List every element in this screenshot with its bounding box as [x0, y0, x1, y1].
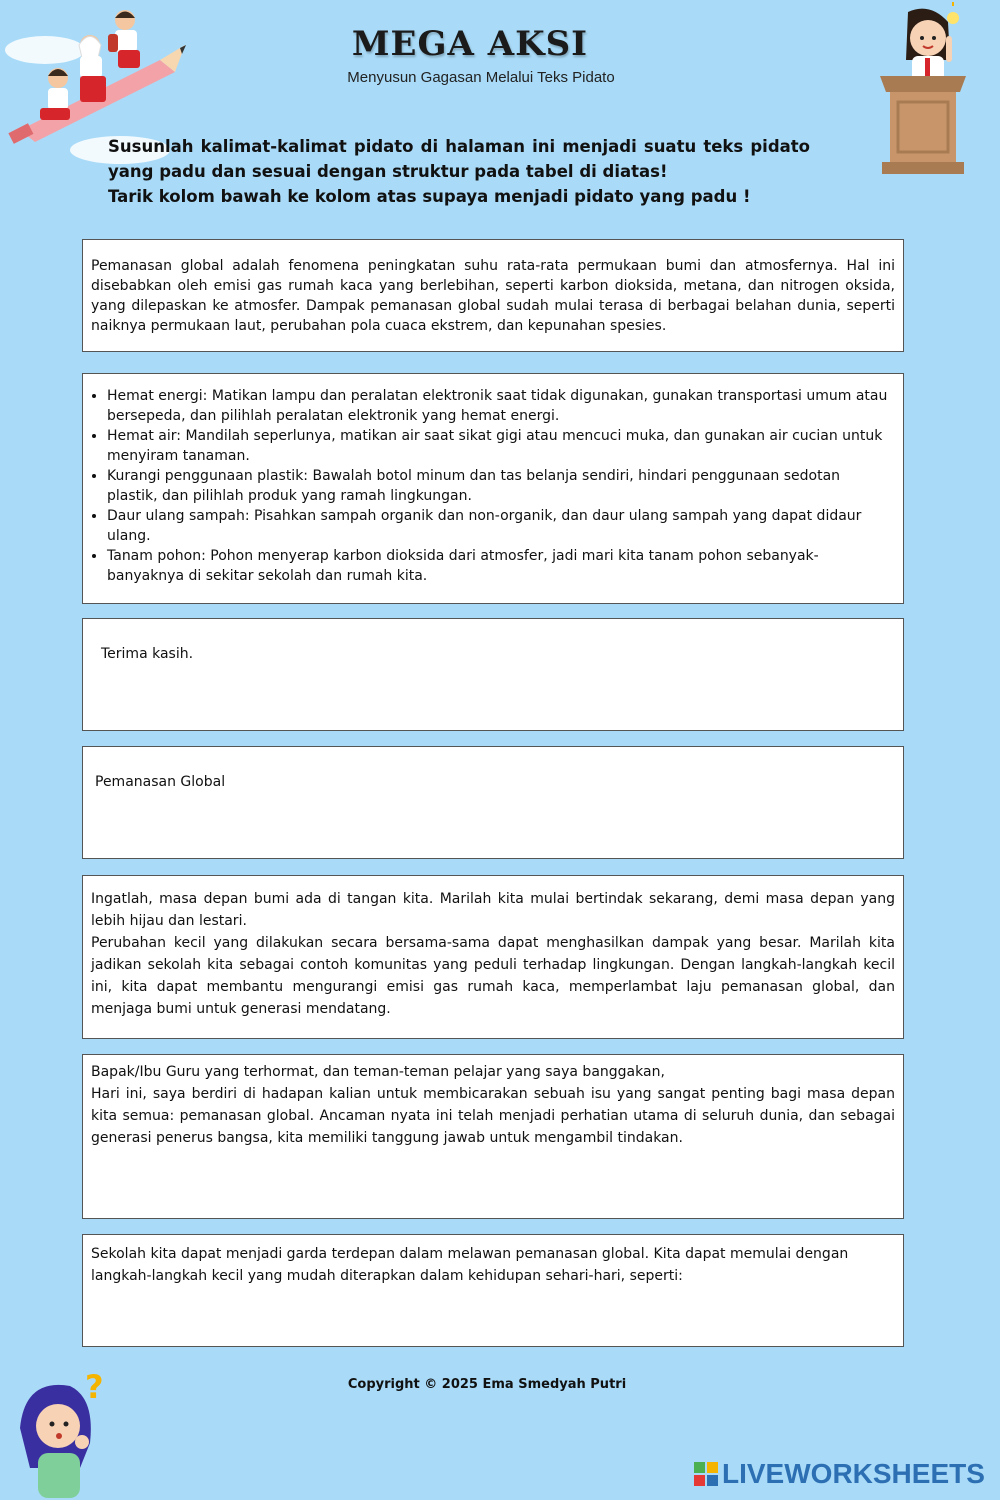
card-paragraph: Ingatlah, masa depan bumi ada di tangan kita. Marilah kita mulai bertindak sekarang, demi masa depan yang lebih hijau dan lestari. [91, 891, 895, 929]
actions-list [91, 386, 895, 586]
speech-card-transition[interactable] [82, 1234, 904, 1347]
card-paragraph: Hari ini, saya berdiri di hadapan kalian untuk membicarakan sebuah isu yang sangat penting bagi masa depan kita semua: pemanasan global. Ancaman nyata ini telah menjadi perhatian utama di seluruh dunia, dan sebagai generasi penerus bangsa, kita memiliki tanggung jawab untuk mengambil tindakan. [91, 1086, 895, 1146]
list-item: • Kurangi penggunaan plastik: Bawalah botol minum dan tas belanja sendiri, hindari penggunaan sedotan plastik, dan pilihlah produk yang ramah lingkungan. [107, 466, 895, 506]
card-paragraph: Perubahan kecil yang dilakukan secara bersama-sama dapat menghasilkan dampak yang besar. Marilah kita jadikan sekolah kita sebagai contoh komunitas yang peduli terhadap lingkungan. Dengan langkah-langkah kecil ini, kita dapat membantu mengurangi emisi gas rumah kaca, memperlambat laju pemanasan global, dan menjaga bumi untuk generasi mendatang. [91, 935, 895, 1017]
liveworksheets-logo-icon [694, 1462, 718, 1486]
list-item: • Tanam pohon: Pohon menyerap karbon dioksida dari atmosfer, jadi mari kita tanam pohon sebanyak-banyaknya di sekitar sekolah dan rumah kita. [107, 546, 895, 586]
card-text: Pemanasan Global [95, 774, 226, 790]
speech-card-title[interactable] [82, 746, 904, 859]
page-title: MEGA AKSI [351, 24, 589, 64]
liveworksheets-brand [694, 1458, 985, 1490]
list-item: • Hemat air: Mandilah seperlunya, matikan air saat sikat gigi atau mencuci muka, dan gunakan air cucian untuk menyiram tanaman. [107, 426, 895, 466]
copyright-text: Copyright © 2025 Ema Smedyah Putri [347, 1377, 627, 1392]
instruction-line-1: Susunlah kalimat-kalimat pidato di halaman ini menjadi suatu teks pidato [108, 137, 810, 156]
card-text: Pemanasan global adalah fenomena peningkatan suhu rata-rata permukaan bumi dan atmosfernya. Hal ini disebabkan oleh emisi gas rumah kaca yang berlebihan, seperti karbon dioksida, metana, dan nitrogen oksida, yang dilepaskan ke atmosfer. Dampak pemanasan global sudah mulai terasa di berbagai belahan dunia, seperti naiknya permukaan laut, perubahan pola cuaca ekstrem, dan kepunahan spesies. [91, 258, 895, 334]
svg-text:?: ? [85, 1368, 104, 1406]
card-text: Terima kasih. [101, 646, 194, 662]
instruction-line-2: yang padu dan sesuai dengan struktur pada tabel di diatas! [108, 162, 668, 181]
list-item: • Daur ulang sampah: Pisahkan sampah organik dan non-organik, dan daur ulang sampah yang dapat didaur ulang. [107, 506, 895, 546]
page-subtitle: Menyusun Gagasan Melalui Teks Pidato [347, 69, 615, 86]
speech-card-opening[interactable] [82, 1054, 904, 1219]
brand-name: LIVEWORKSHEETS [722, 1458, 985, 1489]
speech-card-definition[interactable] [82, 239, 904, 352]
card-paragraph: Bapak/Ibu Guru yang terhormat, dan teman-teman pelajar yang saya banggakan, [91, 1064, 665, 1080]
speech-card-conclusion[interactable] [82, 875, 904, 1039]
card-text: Sekolah kita dapat menjadi garda terdepan dalam melawan pemanasan global. Kita dapat memulai dengan langkah-langkah kecil yang mudah diterapkan dalam kehidupan sehari-hari, seperti: [91, 1246, 849, 1284]
list-item: • Hemat energi: Matikan lampu dan peralatan elektronik saat tidak digunakan, gunakan transportasi umum atau bersepeda, dan pilihlah peralatan elektronik yang hemat energi. [107, 386, 895, 426]
speech-card-closing[interactable] [82, 618, 904, 731]
speech-card-actions-list[interactable] [82, 373, 904, 604]
instructions [108, 134, 810, 209]
instruction-line-3: Tarik kolom bawah ke kolom atas supaya menjadi pidato yang padu ! [108, 187, 751, 206]
